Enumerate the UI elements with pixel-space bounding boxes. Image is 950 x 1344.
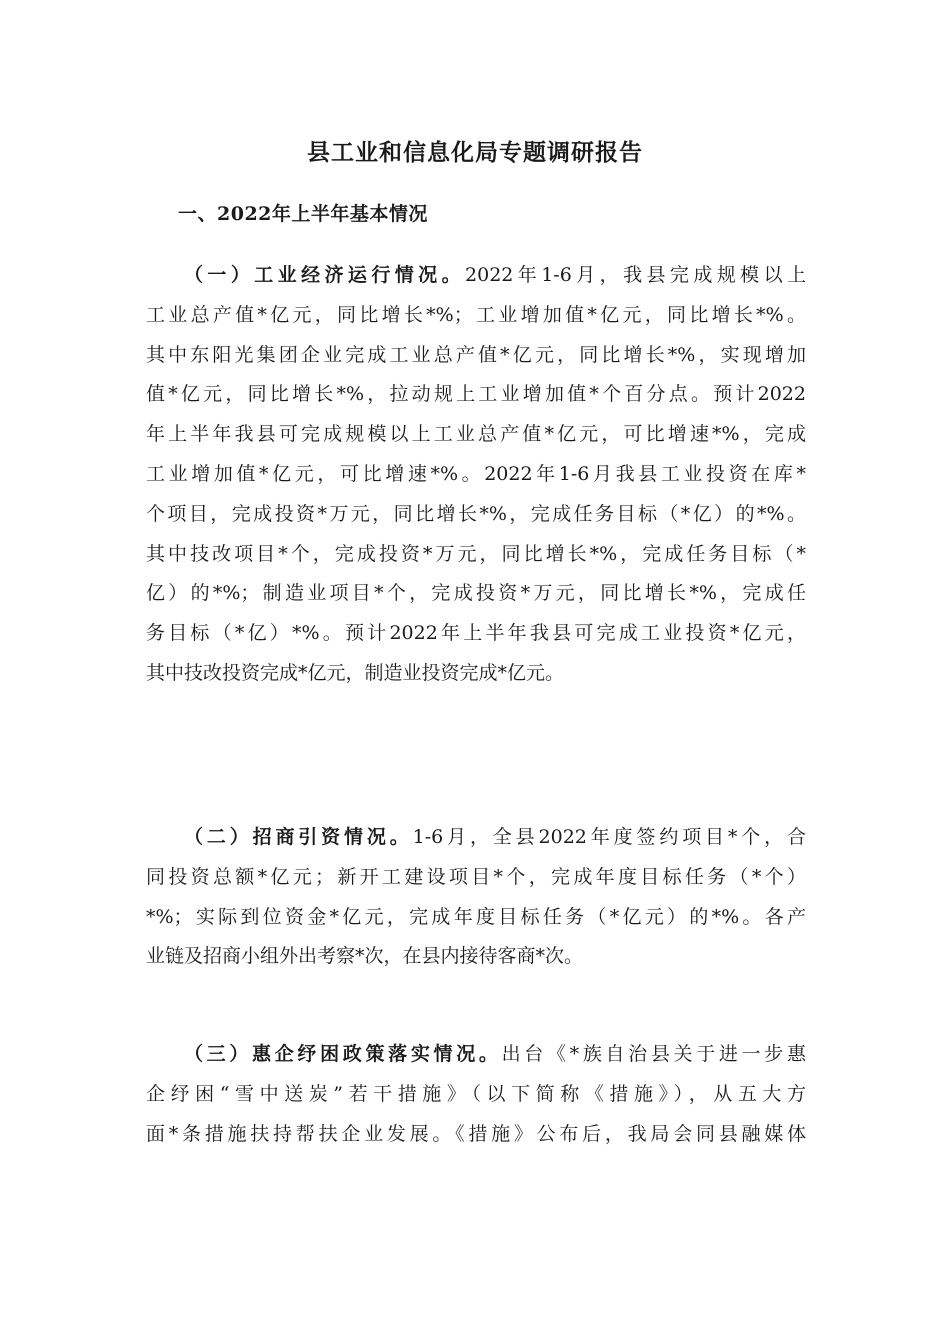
paragraph-policy-implementation [146, 1035, 806, 1154]
paragraph-line [146, 256, 806, 296]
paragraph-line: 务目标（*亿）*%。预计2022年上半年我县可完成工业投资*亿元， [146, 622, 806, 645]
paragraph-line: 其中东阳光集团企业完成工业总产值*亿元，同比增长*%，实现增加 [146, 343, 806, 366]
paragraph-line: 业链及招商小组外出考察*次，在县内接待客商*次。 [146, 945, 584, 968]
paragraph-line: 面*条措施扶持帮扶企业发展。《措施》公布后，我局会同县融媒体 [146, 1122, 806, 1145]
paragraph-line: 工业总产值*亿元，同比增长*%；工业增加值*亿元，同比增长*%。 [146, 303, 806, 326]
paragraph-line: 其中技改项目*个，完成投资*万元，同比增长*%，完成任务目标（* [146, 542, 806, 565]
paragraph-line: 同投资总额*亿元；新开工建设项目*个，完成年度目标任务（*个） [146, 865, 806, 888]
paragraph-line: 其中技改投资完成*亿元，制造业投资完成*亿元。 [146, 661, 565, 684]
paragraph-text: 2022年1-6月，我县完成规模以上 [465, 264, 806, 286]
paragraph-line: *%；实际到位资金*亿元，完成年度目标任务（*亿元）的*%。各产 [146, 905, 806, 928]
document-title: 县工业和信息化局专题调研报告 [307, 139, 643, 166]
paragraph-text: 1-6月，全县2022年度签约项目*个，合 [412, 826, 806, 848]
paragraph-line: 亿）的*%；制造业项目*个，完成投资*万元，同比增长*%，完成任 [146, 582, 806, 605]
paragraph-line: 工业增加值*亿元，可比增速*%。2022年1-6月我县工业投资在库* [146, 462, 806, 485]
paragraph-line: 企纾困“雪中送炭”若干措施》（以下简称《措施》），从五大方 [146, 1082, 806, 1105]
paragraph-line: 个项目，完成投资*万元，同比增长*%，完成任务目标（*亿）的*%。 [146, 502, 806, 525]
paragraph-text: 出台《*族自治县关于进一步惠 [501, 1043, 806, 1065]
section-heading: 一、2022年上半年基本情况 [178, 203, 428, 225]
paragraph-line [146, 1035, 806, 1075]
paragraph-line [146, 818, 806, 858]
paragraph-lead: （三）惠企纾困政策落实情况。 [184, 1043, 502, 1065]
paragraph-lead: （一）工业经济运行情况。 [184, 264, 466, 286]
paragraph-line: 值*亿元，同比增长*%，拉动规上工业增加值*个百分点。预计2022 [146, 383, 806, 406]
paragraph-investment-attraction [146, 818, 806, 977]
paragraph-lead: （二）招商引资情况。 [184, 826, 413, 848]
paragraph-line: 年上半年我县可完成规模以上工业总产值*亿元，可比增速*%，完成 [146, 423, 806, 446]
paragraph-industrial-economy [146, 256, 806, 694]
